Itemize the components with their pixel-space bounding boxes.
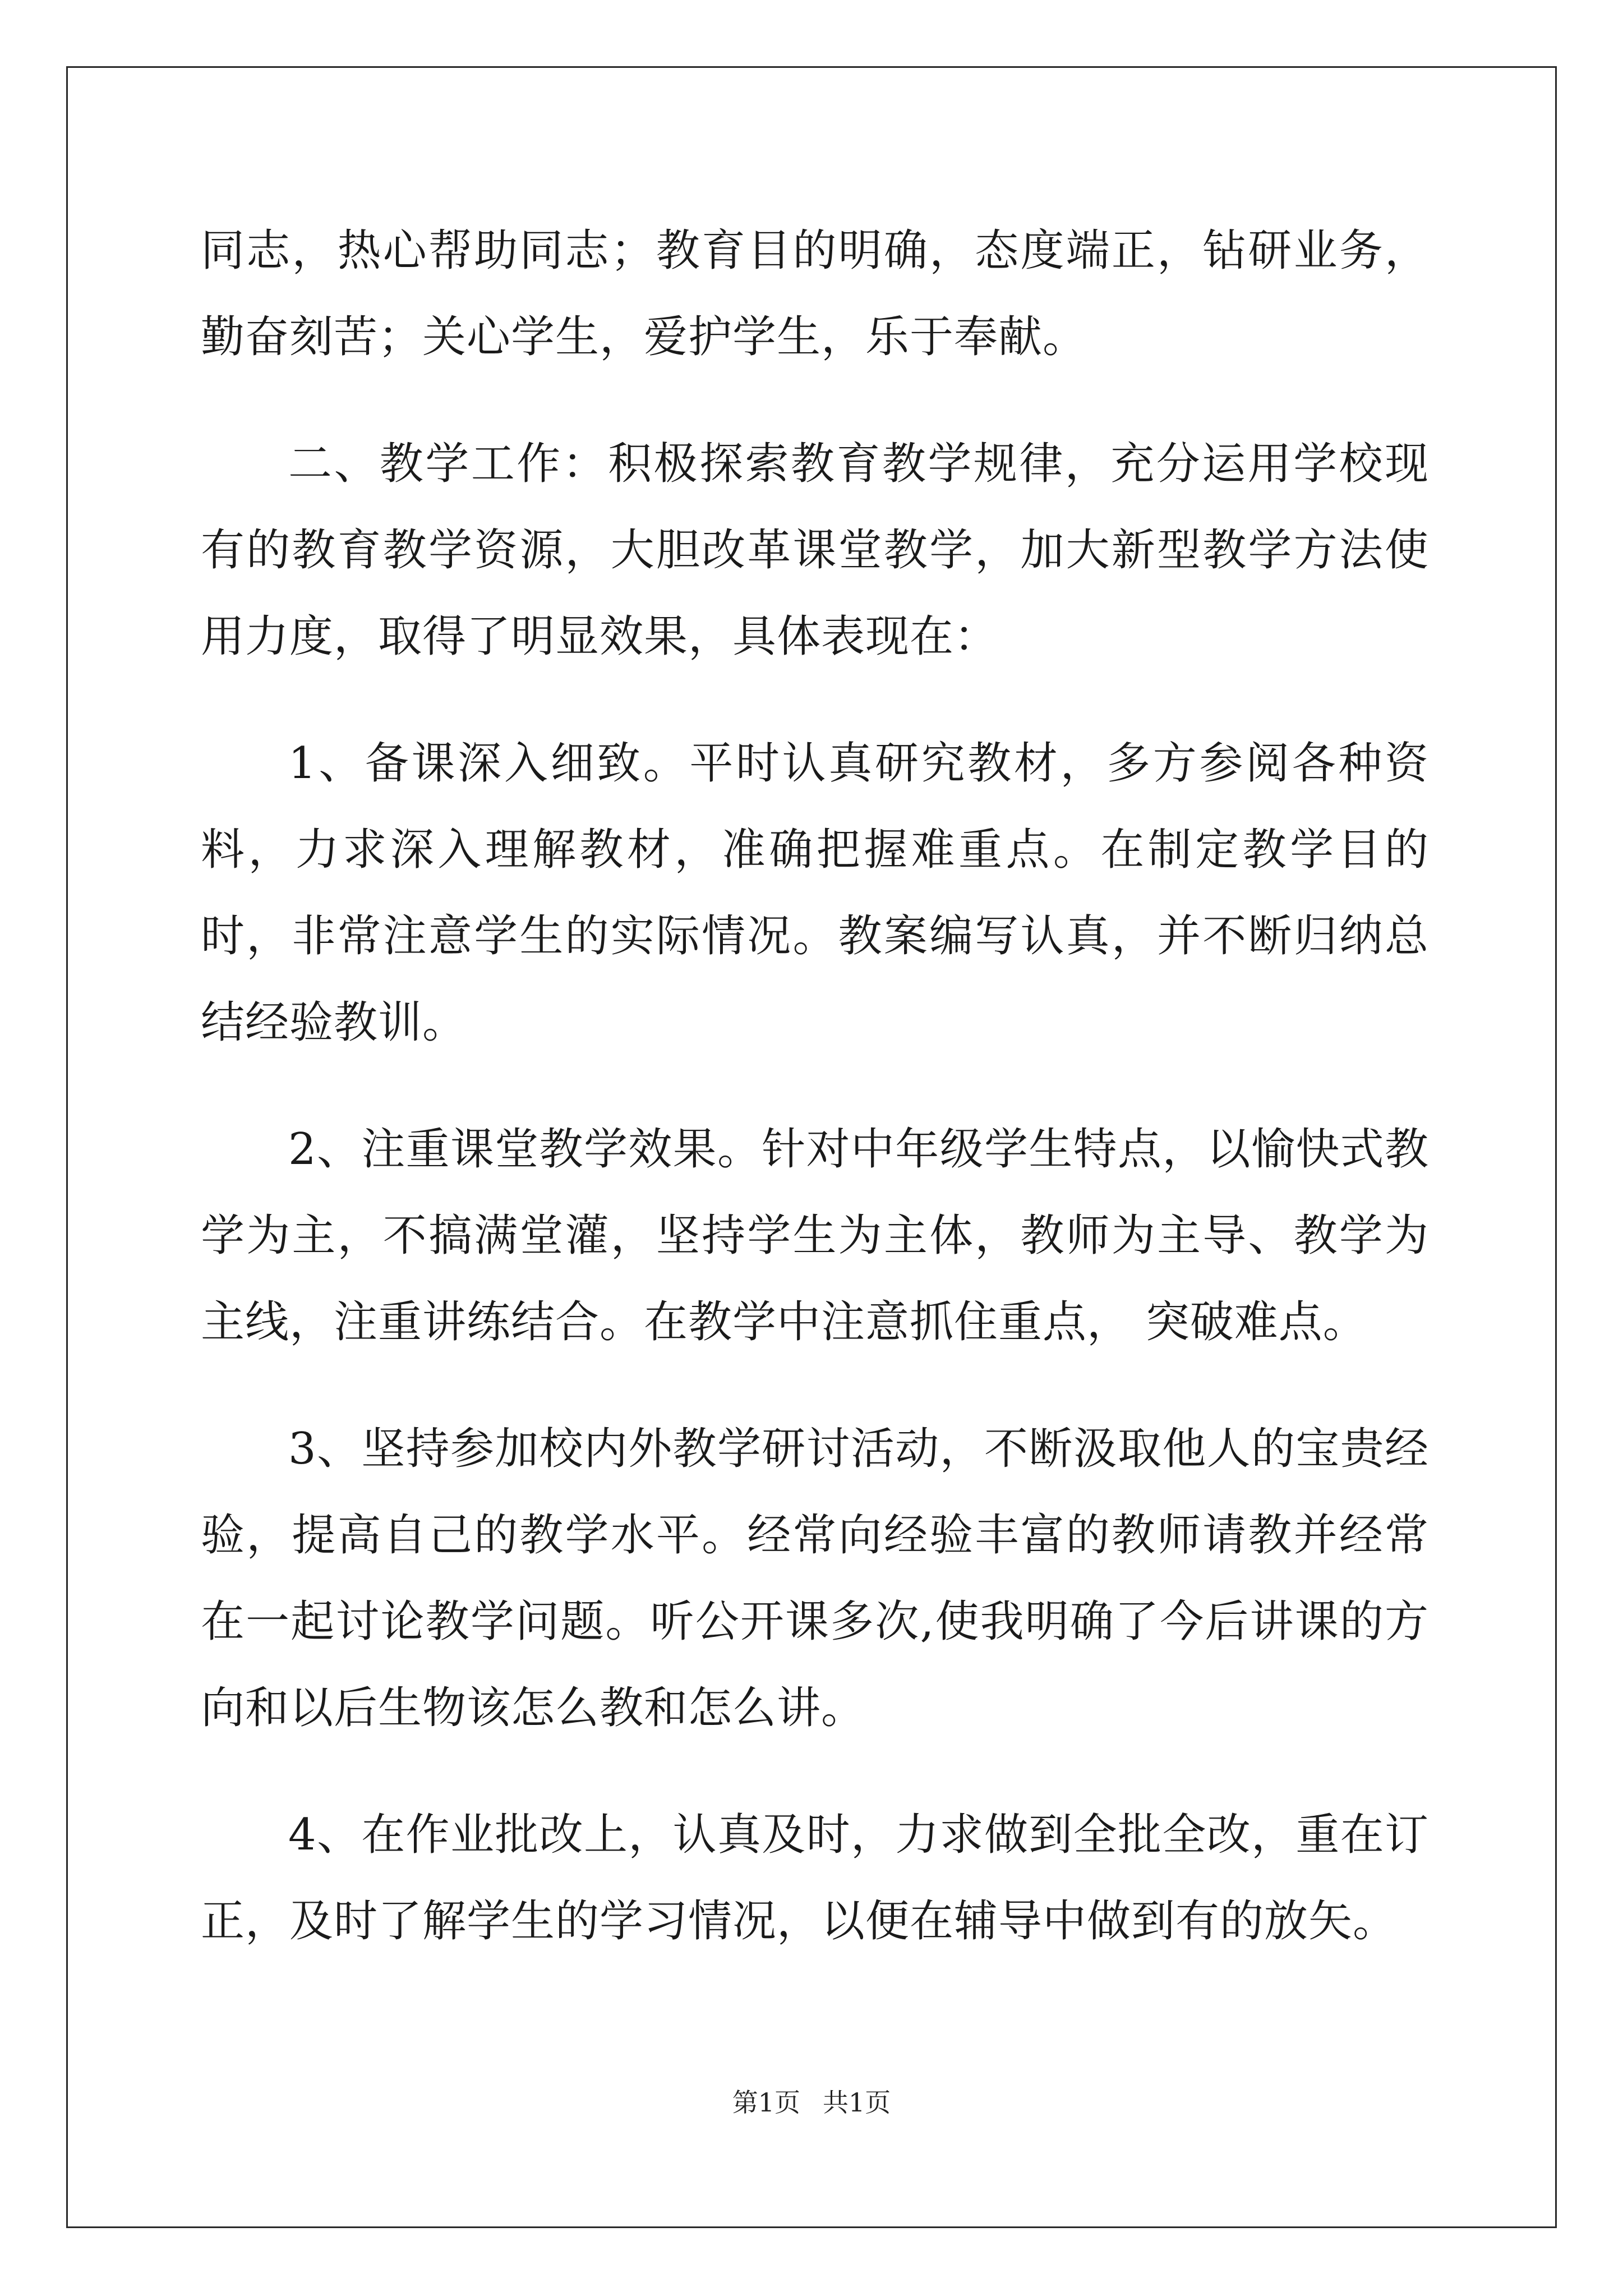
paragraph-5: 3、坚持参加校内外教学研讨活动，不断汲取他人的宝贵经验，提高自己的教学水平。经常向经验丰富的教师请教并经常在一起讨论教学问题。听公开课多次,使我明确了今后讲课的方向和以后生物该怎么教和怎么讲。 xyxy=(201,1424,1429,1733)
paragraph-2: 二、教学工作：积极探索教育教学规律，充分运用学校现有的教育教学资源，大胆改革课堂教学，加大新型教学方法使用力度，取得了明显效果，具体表现在： xyxy=(201,439,1429,662)
document-body xyxy=(201,208,1429,2005)
paragraph-3: 1、备课深入细致。平时认真研究教材，多方参阅各种资料，力求深入理解教材，准确把握难重点。在制定教学目的时，非常注意学生的实际情况。教案编写认真，并不断归纳总结经验教训。 xyxy=(201,738,1429,1048)
page-footer xyxy=(0,2086,1623,2119)
paragraph-4: 2、注重课堂教学效果。针对中年级学生特点，以愉快式教学为主，不搞满堂灌，坚持学生为主体，教师为主导、教学为主线，注重讲练结合。在教学中注意抓住重点， 突破难点。 xyxy=(201,1124,1429,1347)
paragraph-1: 同志，热心帮助同志；教育目的明确，态度端正，钻研业务，勤奋刻苦；关心学生，爱护学生，乐于奉献。 xyxy=(201,226,1429,362)
page-total: 共1页 xyxy=(823,2087,891,2118)
page-number: 第1页 xyxy=(732,2087,800,2118)
paragraph-6: 4、在作业批改上，认真及时，力求做到全批全改，重在订正，及时了解学生的学习情况，以便在辅导中做到有的放矢。 xyxy=(201,1810,1429,1947)
